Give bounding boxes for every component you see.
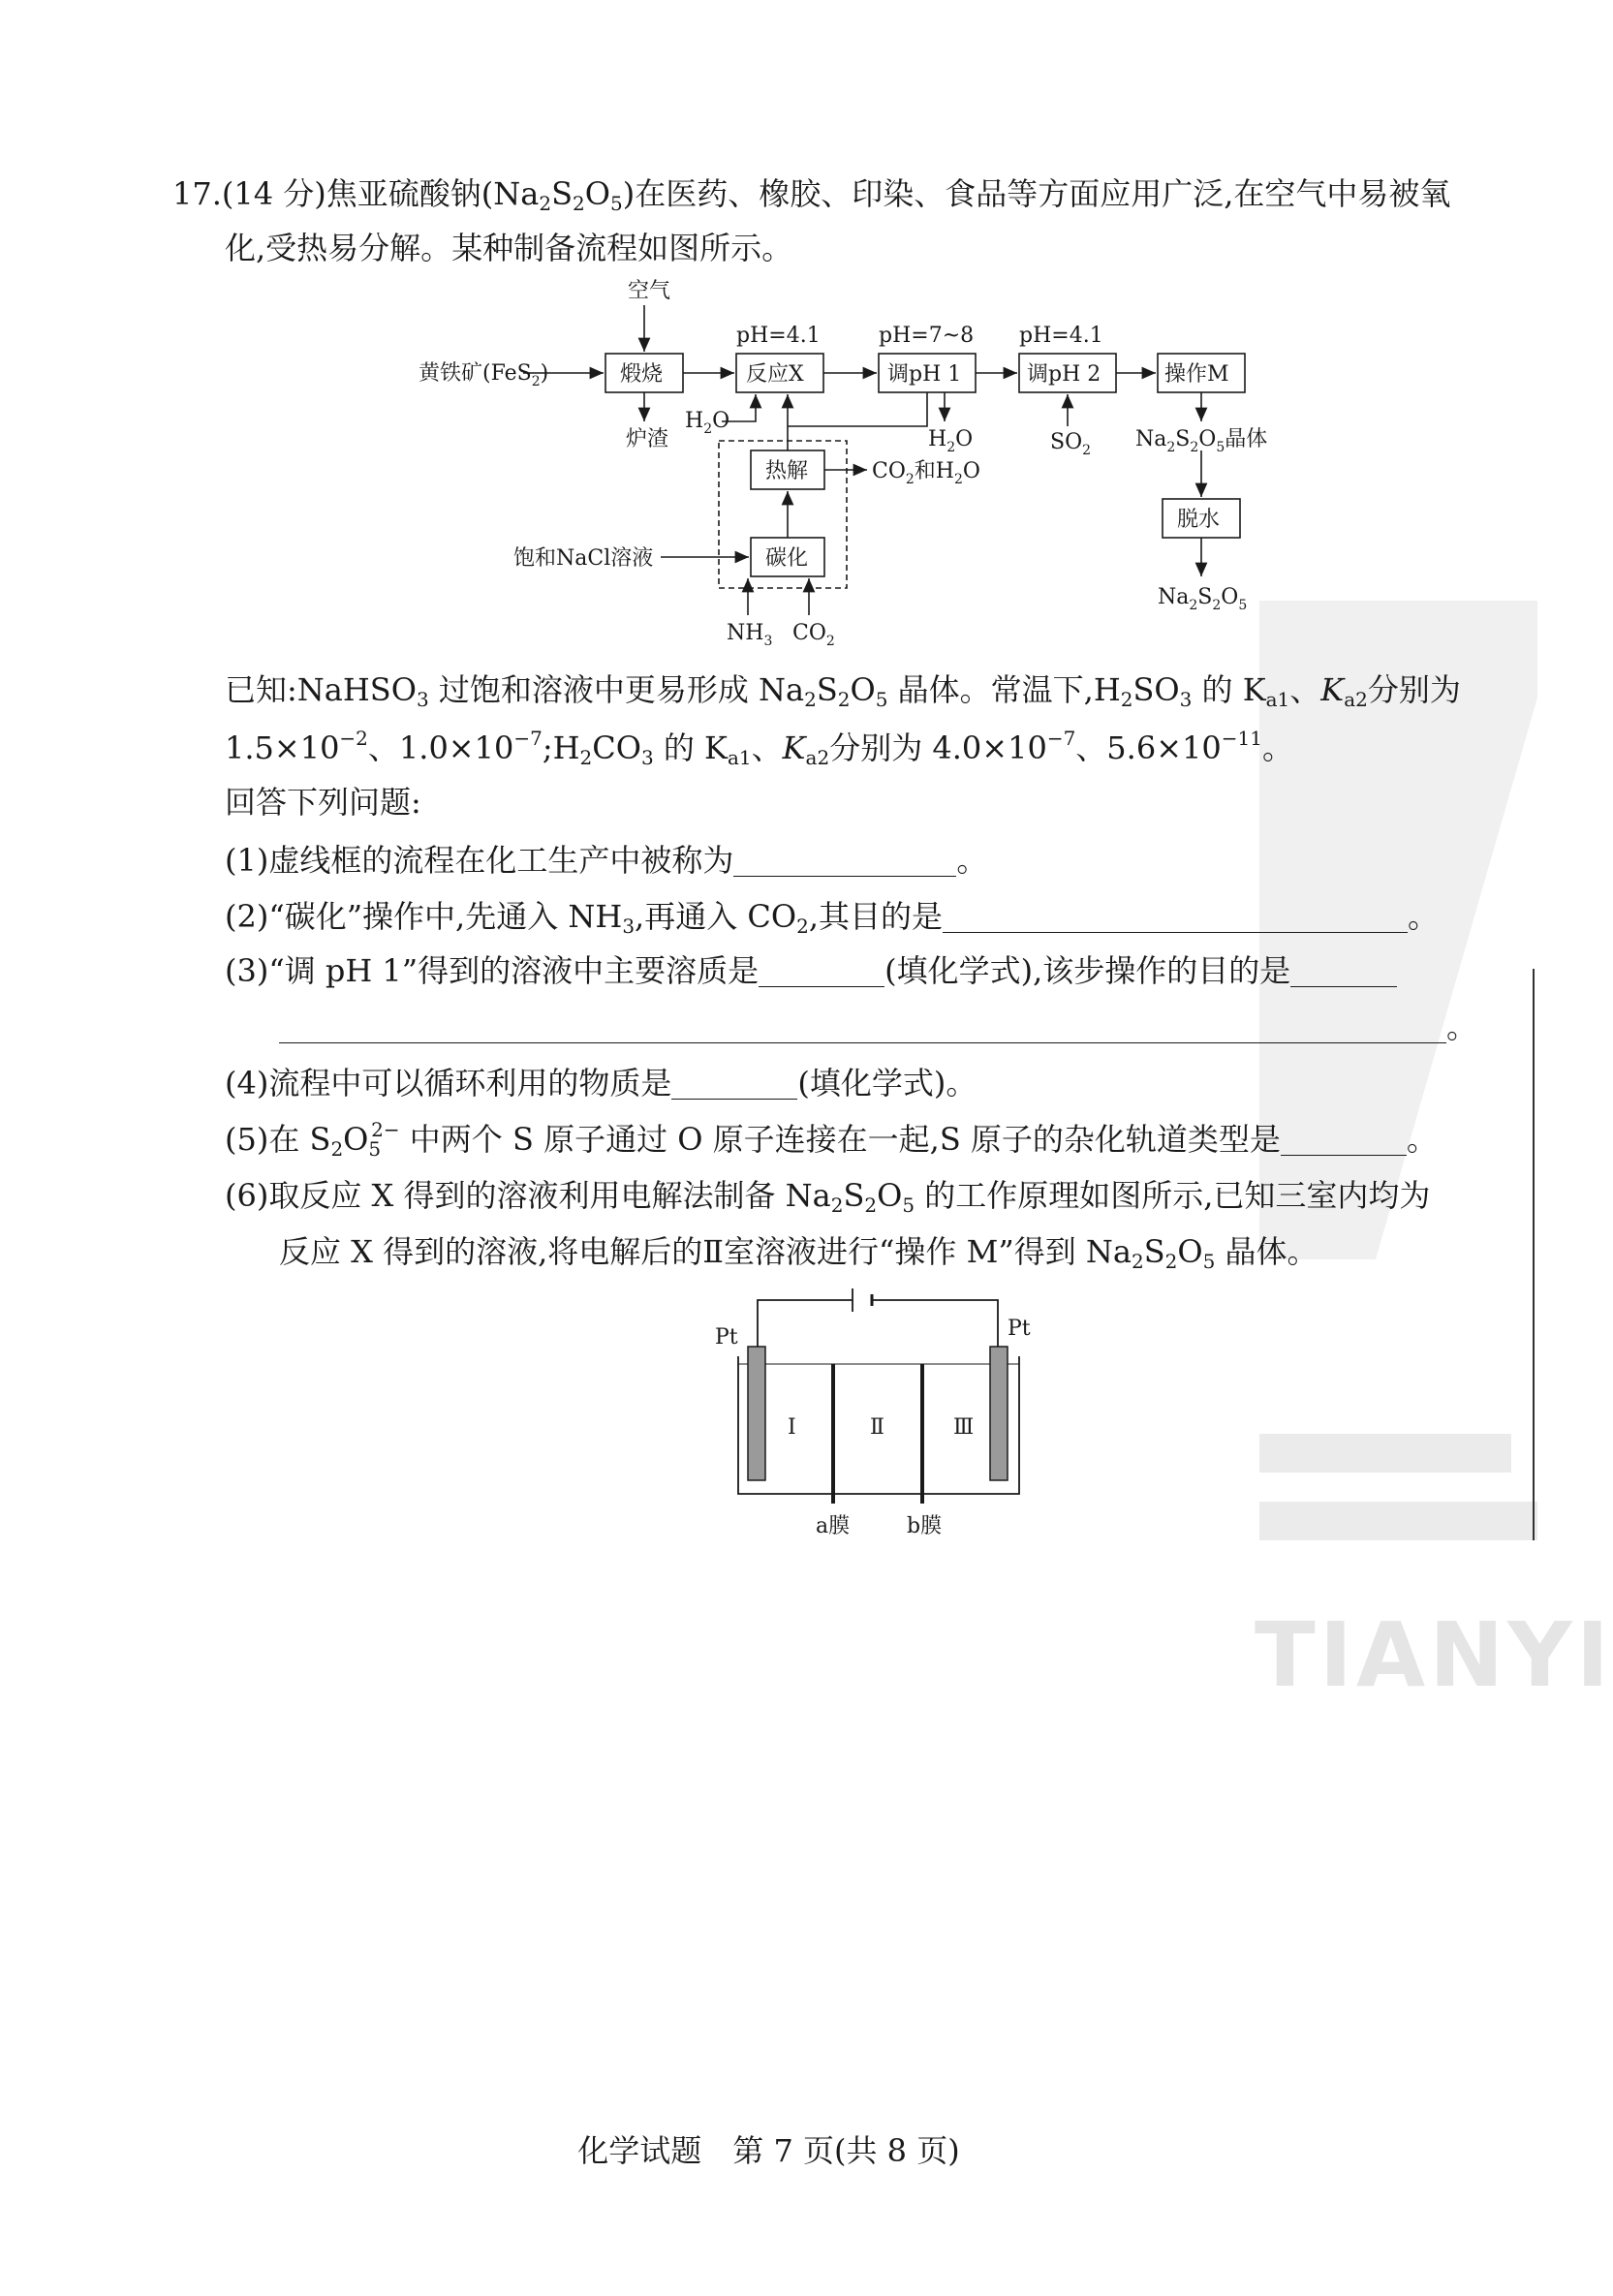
answer-prompt: 回答下列问题: [225, 784, 421, 821]
answer-blank-2[interactable] [943, 901, 1408, 933]
label-h2o-mid: $H_2O$ [928, 427, 974, 455]
label-roast: 煅烧 [620, 362, 664, 387]
question-5: (5)在 $S_2O_5^{2-}$ 中两个 S 原子通过 O 原子连接在一起,S 原子的杂化轨道类型是 。 [225, 1118, 1438, 1161]
label-room-1: Ⅰ [788, 1415, 796, 1440]
label-pyrite: 黄铁矿(FeS$_2$) [419, 361, 549, 389]
question-header-line2: 化,受热易分解。某种制备流程如图所示。 [225, 230, 793, 266]
label-adjust-ph2: 调pH 2 [1027, 362, 1101, 387]
question-header: 17.(14 分)焦亚硫酸钠$(Na_2S_2O_5)$在医药、橡胶、印染、食品等方面应用广泛,在空气中易被氧 [172, 175, 1451, 215]
question-3: (3)“调 pH 1”得到的溶液中主要溶质是 (填化学式),该步操作的目的是 [225, 951, 1397, 990]
label-air: 空气 [628, 279, 671, 303]
label-slag: 炉渣 [626, 427, 669, 451]
question-6: (6)取反应 X 得到的溶液利用电解法制备 $Na_2S_2O_5$ 的工作原理如图所示,已知三室内均为 [225, 1177, 1431, 1217]
label-nacl: 饱和NaCl溶液 [513, 546, 654, 571]
page-edge-line [1533, 969, 1535, 1540]
label-so2: $SO_2$ [1050, 430, 1092, 458]
label-ph3: pH=4.1 [1019, 324, 1103, 348]
label-pt-left: Pt [715, 1325, 738, 1350]
known-line1: 已知:NaHSO$_3$ 过饱和溶液中更易形成 $Na_2S_2O_5$ 晶体。常温下$,H_2SO_3$ 的 $K_{a1}$、$K_{a2}$分别为 [225, 671, 1461, 711]
electrode-left [748, 1347, 765, 1480]
answer-blank-1[interactable] [733, 845, 956, 877]
label-reaction-x: 反应X [746, 362, 804, 387]
answer-blank-4[interactable] [671, 1068, 797, 1100]
label-nh3: $NH_3$ [727, 621, 773, 649]
watermark-text: TIANYI [1255, 1603, 1613, 1707]
process-flow-diagram [407, 276, 1279, 664]
label-membrane-b: b膜 [907, 1514, 943, 1538]
label-co2: $CO_2$ [792, 621, 835, 649]
label-room-3: Ⅲ [953, 1415, 975, 1440]
label-ph2: pH=7~8 [879, 324, 975, 348]
question-3-line2: 。 [279, 1008, 1477, 1046]
label-adjust-ph1: 调pH 1 [887, 362, 962, 387]
electrode-right [990, 1347, 1008, 1480]
label-ph1: pH=4.1 [736, 324, 821, 348]
question-1: (1)虚线框的流程在化工生产中被称为 。 [225, 842, 988, 879]
question-2: (2)“碳化”操作中,先通入 $NH_3$,再通入 $CO_2$,其目的是 。 [225, 898, 1440, 938]
label-dehydrate: 脱水 [1177, 508, 1221, 532]
label-membrane-a: a膜 [816, 1514, 851, 1538]
answer-blank-3b[interactable] [1290, 955, 1397, 987]
page-footer: 化学试题 第 7 页(共 8 页) [577, 2132, 960, 2169]
label-pyrolysis: 热解 [765, 459, 809, 483]
answer-blank-3a[interactable] [759, 955, 884, 987]
label-na2s2o5-product: $Na_2S_2O_5$ [1158, 585, 1248, 613]
label-h2o-left: $H_2O$ [685, 409, 730, 437]
question-4: (4)流程中可以循环利用的物质是 (填化学式)。 [225, 1065, 977, 1101]
label-pt-right: Pt [1008, 1317, 1031, 1341]
electrolysis-cell-diagram [707, 1279, 1037, 1550]
known-line2: $1.5\times 10^{-2}$、$1.0\times 10^{-7};H_2CO_3$ 的 $K_{a1}$、$K_{a2}$分别为 $4.0\times 10^{-7}$、$5.6\times 10^{-11}$。 [225, 727, 1293, 769]
question-6-line2: 反应 X 得到的溶液,将电解后的Ⅱ室溶液进行“操作 M”得到 $Na_2S_2O_5$ 晶体。 [279, 1233, 1318, 1273]
label-operation-m: 操作M [1164, 362, 1229, 387]
answer-blank-3c[interactable] [279, 1011, 1446, 1043]
label-na2s2o5-crystal: $Na_2S_2O_5$晶体 [1135, 427, 1268, 455]
label-co2-h2o: $CO_2$和$H_2O$ [872, 459, 980, 487]
answer-blank-5[interactable] [1281, 1124, 1407, 1156]
label-carbonation: 碳化 [765, 546, 809, 571]
label-room-2: Ⅱ [870, 1415, 884, 1440]
